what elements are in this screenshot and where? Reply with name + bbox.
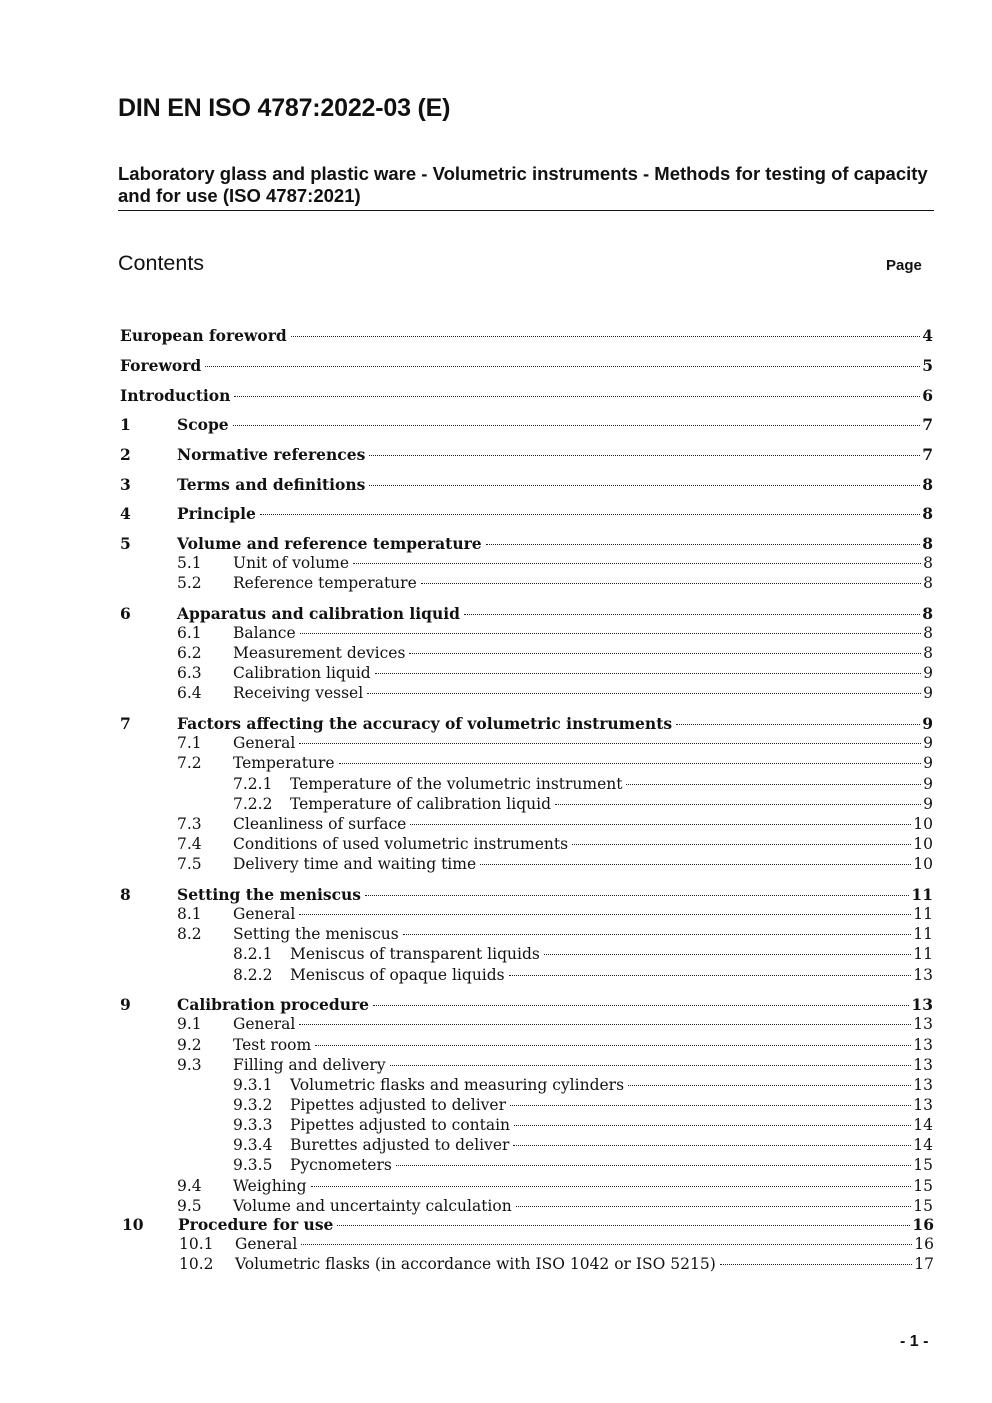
toc-entry[interactable]	[177, 734, 933, 752]
toc-entry-page: 9	[923, 754, 933, 772]
toc-entry-number: 9.3.3	[233, 1116, 273, 1134]
toc-entry-title: Scope	[177, 415, 229, 434]
toc-entry-page: 8	[923, 624, 933, 642]
toc-entry[interactable]	[120, 714, 933, 733]
toc-leader	[390, 1065, 912, 1066]
toc-entry[interactable]	[233, 1136, 933, 1154]
toc-entry-number: 5.1	[177, 554, 202, 572]
toc-entry[interactable]	[120, 386, 933, 405]
toc-entry-page: 11	[913, 905, 933, 923]
toc-entry[interactable]	[233, 1076, 933, 1094]
toc-entry[interactable]	[120, 534, 933, 553]
toc-entry-title: Foreword	[120, 356, 202, 375]
toc-entry-title: General	[235, 1235, 298, 1253]
toc-entry[interactable]	[233, 1116, 933, 1134]
toc-entry[interactable]	[120, 415, 933, 434]
toc-entry-page: 8	[922, 604, 933, 623]
toc-entry-number: 9.1	[177, 1015, 202, 1033]
toc-entry-title: Pipettes adjusted to contain	[290, 1116, 511, 1134]
toc-entry-number: 8.2	[177, 925, 202, 943]
toc-entry[interactable]	[233, 1156, 933, 1174]
toc-entry-number: 10	[122, 1215, 144, 1234]
toc-entry-page: 8	[922, 504, 933, 523]
toc-entry-number: 9.5	[177, 1197, 202, 1215]
toc-entry-title: Introduction	[120, 386, 231, 405]
toc-entry-number: 8.2.1	[233, 945, 273, 963]
toc-leader	[367, 693, 921, 694]
toc-leader	[720, 1264, 913, 1265]
toc-entry-number: 2	[120, 445, 131, 464]
toc-entry-page: 13	[913, 1076, 933, 1094]
toc-leader	[205, 366, 920, 367]
toc-leader	[301, 1244, 912, 1245]
toc-leader	[516, 1206, 912, 1207]
toc-leader	[315, 1045, 911, 1046]
toc-entry-title: General	[233, 905, 296, 923]
toc-entry-number: 5.2	[177, 574, 202, 592]
toc-entry-title: Pipettes adjusted to deliver	[290, 1096, 506, 1114]
toc-entry-page: 9	[923, 684, 933, 702]
toc-entry-page: 17	[914, 1255, 934, 1273]
toc-entry-title: Temperature	[233, 754, 335, 772]
toc-entry-page: 14	[913, 1136, 933, 1154]
toc-entry-number: 9.4	[177, 1177, 202, 1195]
toc-entry-number: 7.2.1	[233, 775, 273, 793]
toc-entry-number: 6	[120, 604, 131, 623]
toc-entry-page: 13	[911, 995, 933, 1014]
toc-entry-title: Receiving vessel	[233, 684, 364, 702]
toc-entry-page: 6	[922, 386, 933, 405]
toc-entry-title: Weighing	[233, 1177, 307, 1195]
toc-entry-page: 11	[913, 925, 933, 943]
toc-entry-page: 15	[913, 1197, 933, 1215]
toc-leader	[626, 784, 921, 785]
toc-entry-page: 8	[922, 534, 933, 553]
toc-entry-title: Meniscus of transparent liquids	[290, 945, 540, 963]
toc-entry-page: 13	[913, 1036, 933, 1054]
toc-entry-page: 8	[922, 475, 933, 494]
toc-entry[interactable]	[120, 885, 933, 904]
toc-entry[interactable]	[233, 966, 933, 984]
toc-leader	[409, 653, 921, 654]
toc-leader	[299, 914, 911, 915]
toc-entry[interactable]	[120, 356, 933, 375]
toc-entry-number: 7	[120, 714, 131, 733]
toc-entry-number: 4	[120, 504, 131, 523]
toc-entry-page: 8	[923, 554, 933, 572]
toc-entry-title: Delivery time and waiting time	[233, 855, 477, 873]
toc-entry-page: 15	[913, 1156, 933, 1174]
toc-entry-page: 10	[913, 815, 933, 833]
toc-entry-title: Balance	[233, 624, 296, 642]
toc-entry[interactable]	[177, 855, 933, 873]
toc-entry-title: Principle	[177, 504, 256, 523]
toc-leader	[486, 544, 921, 545]
toc-entry-title: Volume and uncertainty calculation	[233, 1197, 512, 1215]
toc-entry[interactable]	[177, 1197, 933, 1215]
toc-leader	[396, 1165, 911, 1166]
toc-leader	[369, 455, 920, 456]
toc-entry-page: 9	[923, 734, 933, 752]
toc-entry-number: 6.2	[177, 644, 202, 662]
toc-entry-number: 10.1	[179, 1235, 214, 1253]
toc-entry-page: 9	[923, 775, 933, 793]
toc-entry-page: 13	[913, 1056, 933, 1074]
toc-leader	[375, 673, 921, 674]
page-column-heading: Page	[886, 257, 922, 274]
toc-entry-page: 15	[913, 1177, 933, 1195]
toc-entry-number: 9.3.4	[233, 1136, 273, 1154]
toc-entry-number: 7.1	[177, 734, 202, 752]
toc-entry-title: Calibration liquid	[233, 664, 371, 682]
toc-entry[interactable]	[120, 604, 933, 623]
toc-leader	[299, 1024, 911, 1025]
toc-entry-title: Unit of volume	[233, 554, 350, 572]
toc-leader	[353, 563, 921, 564]
toc-leader	[514, 1125, 911, 1126]
toc-entry-title: Reference temperature	[233, 574, 417, 592]
toc-entry-title: Calibration procedure	[177, 995, 370, 1014]
toc-entry-page: 11	[913, 945, 933, 963]
toc-entry-page: 10	[913, 835, 933, 853]
toc-entry-number: 9.2	[177, 1036, 202, 1054]
toc-entry-number: 3	[120, 475, 131, 494]
toc-entry-number: 6.4	[177, 684, 202, 702]
toc-leader	[311, 1186, 912, 1187]
toc-leader	[337, 1225, 910, 1226]
toc-entry-page: 10	[913, 855, 933, 873]
toc-entry[interactable]	[120, 995, 933, 1014]
toc-leader	[403, 934, 912, 935]
toc-leader	[555, 804, 921, 805]
toc-entry-number: 10.2	[179, 1255, 214, 1273]
toc-entry-title: Pycnometers	[290, 1156, 392, 1174]
toc-leader	[373, 1005, 909, 1006]
toc-entry-page: 16	[914, 1235, 934, 1253]
toc-entry-page: 16	[912, 1215, 934, 1234]
toc-leader	[421, 583, 921, 584]
toc-entry-title: Terms and definitions	[177, 475, 366, 494]
toc-entry-page: 13	[913, 1096, 933, 1114]
toc-entry-number: 9.3.1	[233, 1076, 273, 1094]
toc-entry[interactable]	[179, 1235, 934, 1253]
toc-leader	[628, 1085, 911, 1086]
toc-entry-title: Setting the meniscus	[177, 885, 362, 904]
toc-entry-number: 6.3	[177, 664, 202, 682]
toc-leader	[299, 743, 921, 744]
toc-entry-number: 9.3	[177, 1056, 202, 1074]
toc-entry-title: Volumetric flasks (in accordance with ISO 1042 or ISO 5215)	[235, 1255, 716, 1273]
toc-entry-title: Meniscus of opaque liquids	[290, 966, 505, 984]
toc-entry-page: 4	[922, 326, 933, 345]
toc-leader	[291, 336, 920, 337]
toc-entry-number: 7.2	[177, 754, 202, 772]
toc-entry-title: European foreword	[120, 326, 287, 345]
toc-entry[interactable]	[233, 1096, 933, 1114]
toc-entry-page: 9	[922, 714, 933, 733]
toc-entry[interactable]	[177, 1177, 933, 1195]
toc-entry-number: 8.1	[177, 905, 202, 923]
toc-entry-title: Volumetric flasks and measuring cylinders	[290, 1076, 625, 1094]
toc-entry-number: 5	[120, 534, 131, 553]
toc-entry[interactable]	[120, 326, 933, 345]
toc-entry[interactable]	[177, 1056, 933, 1074]
toc-entry-title: Setting the meniscus	[233, 925, 399, 943]
toc-entry-title: Apparatus and calibration liquid	[177, 604, 461, 623]
toc-entry[interactable]	[122, 1215, 934, 1234]
toc-entry[interactable]	[177, 1015, 933, 1033]
toc-leader	[513, 1145, 911, 1146]
toc-entry[interactable]	[120, 445, 933, 464]
toc-entry[interactable]	[177, 574, 933, 592]
contents-heading: Contents	[118, 251, 205, 275]
toc-entry-page: 7	[922, 445, 933, 464]
toc-entry-page: 8	[923, 644, 933, 662]
toc-entry[interactable]	[233, 795, 933, 813]
document-subtitle: Laboratory glass and plastic ware - Volumetric instruments - Methods for testing of capacity and for use (ISO 4787:2021)	[118, 163, 928, 206]
toc-entry[interactable]	[177, 644, 933, 662]
toc-entry-title: Cleanliness of surface	[233, 815, 407, 833]
toc-entry-number: 8	[120, 885, 131, 904]
toc-entry-page: 13	[913, 1015, 933, 1033]
toc-entry-title: Conditions of used volumetric instruments	[233, 835, 569, 853]
toc-leader	[410, 824, 911, 825]
toc-entry-number: 6.1	[177, 624, 202, 642]
toc-entry-page: 14	[913, 1116, 933, 1134]
toc-entry-title: Measurement devices	[233, 644, 406, 662]
toc-entry[interactable]	[177, 815, 933, 833]
toc-entry-number: 9	[120, 995, 131, 1014]
toc-leader	[572, 844, 911, 845]
toc-leader	[339, 763, 922, 764]
toc-entry-number: 7.4	[177, 835, 202, 853]
toc-entry-number: 9.3.5	[233, 1156, 273, 1174]
toc-entry-title: Burettes adjusted to deliver	[290, 1136, 510, 1154]
toc-entry[interactable]	[177, 684, 933, 702]
toc-leader	[260, 514, 920, 515]
toc-leader	[676, 724, 920, 725]
toc-entry-title: Temperature of calibration liquid	[290, 795, 552, 813]
toc-entry[interactable]	[233, 945, 933, 963]
toc-entry[interactable]	[120, 504, 933, 523]
toc-entry[interactable]	[233, 775, 933, 793]
toc-entry-page: 8	[923, 574, 933, 592]
toc-leader	[464, 614, 920, 615]
toc-leader	[544, 954, 911, 955]
toc-entry-title: Factors affecting the accuracy of volumetric instruments	[177, 714, 673, 733]
toc-leader	[234, 396, 920, 397]
toc-entry-page: 13	[913, 966, 933, 984]
toc-entry[interactable]	[177, 554, 933, 572]
toc-entry-number: 9.3.2	[233, 1096, 273, 1114]
toc-entry-number: 1	[120, 415, 131, 434]
toc-entry-title: Temperature of the volumetric instrument	[290, 775, 623, 793]
toc-leader	[369, 485, 920, 486]
toc-leader	[300, 633, 921, 634]
toc-entry[interactable]	[177, 925, 933, 943]
toc-entry-page: 9	[923, 664, 933, 682]
toc-entry-title: General	[233, 1015, 296, 1033]
toc-entry-title: Filling and delivery	[233, 1056, 386, 1074]
toc-entry-title: Procedure for use	[178, 1215, 334, 1234]
document-title: DIN EN ISO 4787:2022-03 (E)	[118, 94, 451, 122]
toc-entry-number: 8.2.2	[233, 966, 273, 984]
toc-entry[interactable]	[177, 835, 933, 853]
toc-leader	[509, 975, 912, 976]
toc-entry-title: Test room	[233, 1036, 312, 1054]
toc-entry-page: 7	[922, 415, 933, 434]
toc-entry[interactable]	[177, 1036, 933, 1054]
toc-entry-page: 5	[922, 356, 933, 375]
toc-entry[interactable]	[177, 664, 933, 682]
toc-entry[interactable]	[177, 754, 933, 772]
toc-entry-number: 7.3	[177, 815, 202, 833]
toc-leader	[480, 864, 911, 865]
toc-leader	[365, 895, 909, 896]
toc-entry-title: General	[233, 734, 296, 752]
toc-entry-number: 7.5	[177, 855, 202, 873]
toc-leader	[233, 425, 921, 426]
toc-entry[interactable]	[177, 624, 933, 642]
toc-entry-title: Normative references	[177, 445, 366, 464]
toc-entry-page: 11	[911, 885, 933, 904]
page-number: - 1 -	[900, 1333, 929, 1350]
toc-entry[interactable]	[120, 475, 933, 494]
toc-entry-title: Volume and reference temperature	[177, 534, 482, 553]
toc-leader	[510, 1105, 911, 1106]
toc-entry[interactable]	[179, 1255, 934, 1273]
toc-entry-page: 9	[923, 795, 933, 813]
toc-entry-number: 7.2.2	[233, 795, 273, 813]
toc-entry[interactable]	[177, 905, 933, 923]
